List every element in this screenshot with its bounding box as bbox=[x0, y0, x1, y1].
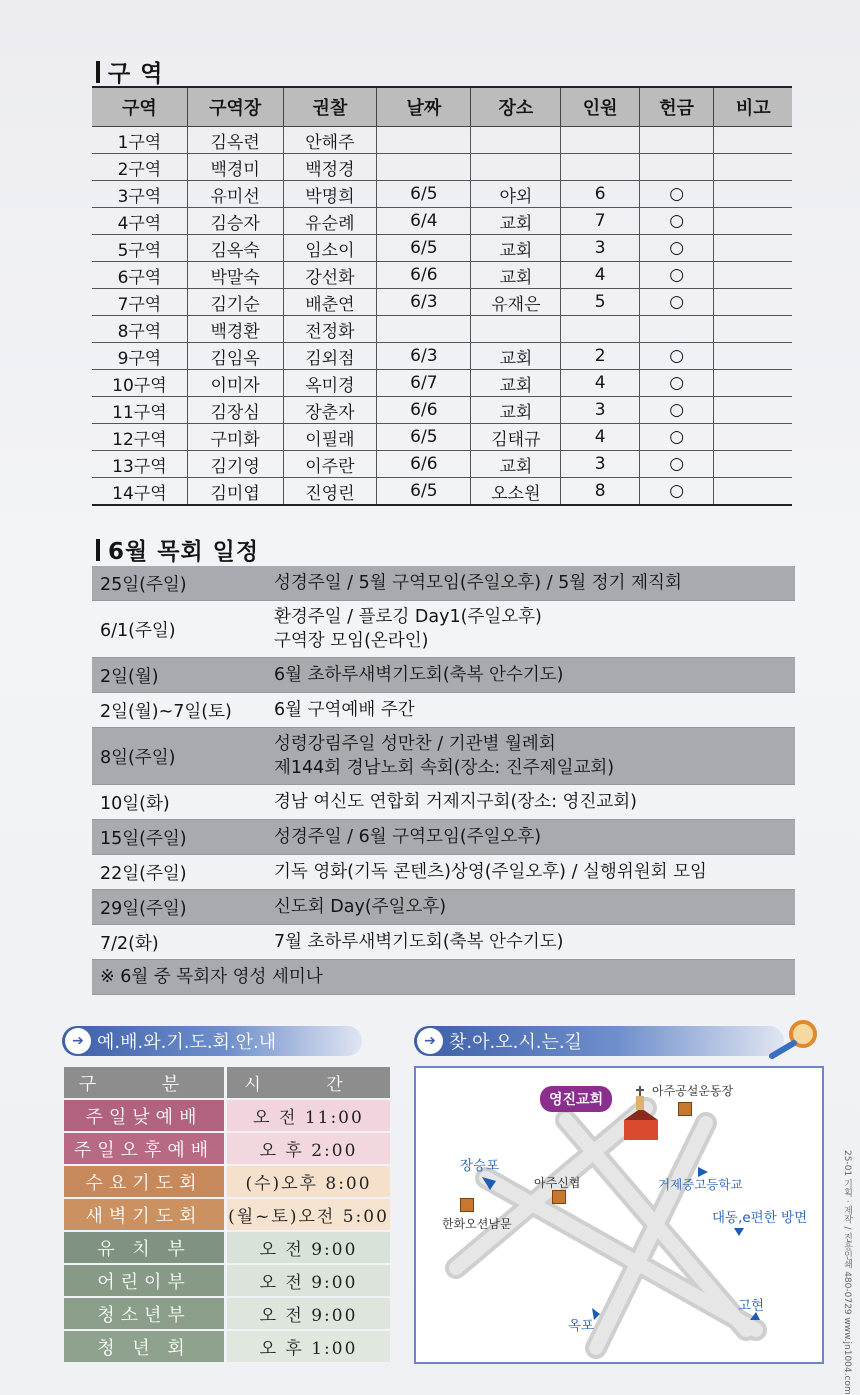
label-ajusinhyup: 아주신협 bbox=[534, 1176, 581, 1190]
header-place: 장소 bbox=[471, 87, 561, 127]
building-icon bbox=[678, 1102, 692, 1116]
schedule-date: 25일(주일) bbox=[100, 574, 187, 595]
district-row bbox=[92, 289, 792, 316]
label-gohyeon: 고현 bbox=[738, 1298, 765, 1314]
cell-date: 6/5 bbox=[377, 181, 471, 208]
cell-count: 6 bbox=[561, 181, 639, 208]
cell-place: 교회 bbox=[471, 397, 561, 424]
cell-count: 4 bbox=[561, 370, 639, 397]
cell-place bbox=[471, 127, 561, 154]
schedule-line: 제144회 경남노회 속회(장소: 진주제일교회) bbox=[274, 758, 615, 778]
cell-count: 7 bbox=[561, 208, 639, 235]
district-header-row bbox=[92, 87, 792, 127]
cell-offering: ○ bbox=[639, 235, 714, 262]
cell-district: 14구역 bbox=[92, 478, 187, 506]
magnifier-icon bbox=[766, 1016, 824, 1060]
cell-district: 13구역 bbox=[92, 451, 187, 478]
schedule-note: ※ 6월 중 목회자 영성 세미나 bbox=[100, 967, 323, 987]
worship-table bbox=[64, 1067, 390, 1364]
schedule-description bbox=[274, 856, 795, 888]
worship-time: 오 후 2:00 bbox=[226, 1132, 391, 1165]
cell-district: 10구역 bbox=[92, 370, 187, 397]
worship-panel-title: 예.배.와.기.도.회.안.내 bbox=[97, 1032, 277, 1053]
cell-place: 교회 bbox=[471, 262, 561, 289]
worship-name: 주일오후예배 bbox=[64, 1132, 226, 1165]
header-leader: 구역장 bbox=[187, 87, 283, 127]
cell-offering: ○ bbox=[639, 208, 714, 235]
schedule-list bbox=[92, 566, 795, 995]
worship-name: 새벽기도회 bbox=[64, 1198, 226, 1231]
cell-leader: 박말숙 bbox=[187, 262, 283, 289]
schedule-description bbox=[274, 601, 795, 657]
worship-row bbox=[64, 1297, 390, 1330]
cell-count: 4 bbox=[561, 262, 639, 289]
schedule-row bbox=[92, 855, 795, 890]
cell-count: 2 bbox=[561, 343, 639, 370]
worship-row bbox=[64, 1231, 390, 1264]
district-row bbox=[92, 154, 792, 181]
cell-date: 6/6 bbox=[377, 451, 471, 478]
schedule-date: 2일(월) bbox=[100, 666, 159, 687]
schedule-description bbox=[274, 567, 795, 599]
worship-header-name: 구 분 bbox=[64, 1067, 226, 1099]
schedule-description bbox=[274, 926, 795, 958]
cell-offering: ○ bbox=[639, 181, 714, 208]
schedule-line: 신도회 Day(주일오후) bbox=[274, 897, 447, 917]
cell-note bbox=[714, 289, 792, 316]
schedule-row bbox=[92, 693, 795, 728]
schedule-date: 10일(화) bbox=[100, 793, 170, 814]
cell-count bbox=[561, 154, 639, 181]
cell-place: 오소원 bbox=[471, 478, 561, 506]
cell-note bbox=[714, 181, 792, 208]
schedule-date: 2일(월)~7일(토) bbox=[100, 701, 232, 722]
schedule-line: 구역장 모임(온라인) bbox=[274, 631, 429, 651]
cell-note bbox=[714, 154, 792, 181]
schedule-line: 성령강림주일 성만찬 / 기관별 월례회 bbox=[274, 734, 556, 754]
label-okpo: 옥포 bbox=[568, 1318, 595, 1334]
cell-district: 8구역 bbox=[92, 316, 187, 343]
cell-offering: ○ bbox=[639, 424, 714, 451]
cell-date bbox=[377, 154, 471, 181]
district-row bbox=[92, 316, 792, 343]
cell-note bbox=[714, 235, 792, 262]
schedule-row bbox=[92, 890, 795, 925]
cell-place: 김태규 bbox=[471, 424, 561, 451]
cell-leader: 백경미 bbox=[187, 154, 283, 181]
header-offering: 헌금 bbox=[639, 87, 714, 127]
cell-count: 5 bbox=[561, 289, 639, 316]
schedule-description bbox=[274, 786, 795, 818]
cell-exhorter: 백정경 bbox=[283, 154, 377, 181]
cell-district: 1구역 bbox=[92, 127, 187, 154]
cell-note bbox=[714, 370, 792, 397]
side-caption: 25-01 기획 · 제작 / 진흥인쇄 480-0729 www.jn1004.com bbox=[842, 1150, 852, 1395]
worship-row bbox=[64, 1264, 390, 1297]
worship-row bbox=[64, 1330, 390, 1363]
cell-date: 6/5 bbox=[377, 424, 471, 451]
worship-time: 오 후 1:00 bbox=[226, 1330, 391, 1363]
schedule-description bbox=[274, 821, 795, 853]
cell-date: 6/3 bbox=[377, 289, 471, 316]
cell-place bbox=[471, 154, 561, 181]
cell-offering bbox=[639, 316, 714, 343]
worship-table-body bbox=[64, 1067, 390, 1363]
schedule-row bbox=[92, 785, 795, 820]
cell-district: 6구역 bbox=[92, 262, 187, 289]
cell-leader: 구미화 bbox=[187, 424, 283, 451]
schedule-line: 경남 여신도 연합회 거제지구회(장소: 영진교회) bbox=[274, 792, 637, 812]
cell-leader: 이미자 bbox=[187, 370, 283, 397]
cell-date: 6/6 bbox=[377, 397, 471, 424]
cell-exhorter: 옥미경 bbox=[283, 370, 377, 397]
worship-row bbox=[64, 1165, 390, 1198]
cell-exhorter: 강선화 bbox=[283, 262, 377, 289]
cell-offering: ○ bbox=[639, 262, 714, 289]
cell-date bbox=[377, 316, 471, 343]
cell-offering: ○ bbox=[639, 478, 714, 506]
cell-date bbox=[377, 127, 471, 154]
worship-time: 오 전 9:00 bbox=[226, 1231, 391, 1264]
dove-icon: ➔ bbox=[65, 1028, 91, 1054]
cell-note bbox=[714, 316, 792, 343]
cell-offering bbox=[639, 154, 714, 181]
cell-district: 4구역 bbox=[92, 208, 187, 235]
cell-place bbox=[471, 316, 561, 343]
schedule-line: 6월 초하루새벽기도회(축복 안수기도) bbox=[274, 665, 564, 685]
worship-name: 어린이부 bbox=[64, 1264, 226, 1297]
cell-note bbox=[714, 397, 792, 424]
schedule-line: 성경주일 / 5월 구역모임(주일오후) / 5월 정기 제직회 bbox=[274, 573, 682, 593]
label-daedong: 대동,e편한 방면 bbox=[712, 1210, 808, 1226]
schedule-description bbox=[274, 694, 795, 726]
district-row bbox=[92, 181, 792, 208]
cell-exhorter: 김외점 bbox=[283, 343, 377, 370]
cell-exhorter: 장춘자 bbox=[283, 397, 377, 424]
district-row bbox=[92, 127, 792, 154]
schedule-row bbox=[92, 728, 795, 785]
cell-count: 3 bbox=[561, 235, 639, 262]
schedule-row bbox=[92, 658, 795, 693]
schedule-line: 6월 구역예배 주간 bbox=[274, 700, 415, 720]
district-row bbox=[92, 370, 792, 397]
cell-leader: 백경환 bbox=[187, 316, 283, 343]
district-row bbox=[92, 397, 792, 424]
schedule-title-text: 6월 목회 일정 bbox=[108, 539, 260, 565]
cell-note bbox=[714, 127, 792, 154]
schedule-row bbox=[92, 601, 795, 658]
cell-count: 3 bbox=[561, 451, 639, 478]
worship-row bbox=[64, 1198, 390, 1231]
cell-count: 8 bbox=[561, 478, 639, 506]
header-district: 구역 bbox=[92, 87, 187, 127]
cell-exhorter: 안해주 bbox=[283, 127, 377, 154]
cell-count bbox=[561, 127, 639, 154]
district-row bbox=[92, 262, 792, 289]
district-title-text: 구 역 bbox=[108, 61, 164, 87]
header-exhorter: 권찰 bbox=[283, 87, 377, 127]
cell-date: 6/5 bbox=[377, 478, 471, 506]
worship-time: 오 전 9:00 bbox=[226, 1264, 391, 1297]
cell-district: 9구역 bbox=[92, 343, 187, 370]
cell-exhorter: 박명희 bbox=[283, 181, 377, 208]
cell-offering: ○ bbox=[639, 451, 714, 478]
cell-date: 6/5 bbox=[377, 235, 471, 262]
cell-place: 교회 bbox=[471, 370, 561, 397]
district-row bbox=[92, 208, 792, 235]
header-count: 인원 bbox=[561, 87, 639, 127]
cell-district: 2구역 bbox=[92, 154, 187, 181]
schedule-row bbox=[92, 566, 795, 601]
schedule-description bbox=[274, 659, 795, 691]
header-date: 날짜 bbox=[377, 87, 471, 127]
cell-offering: ○ bbox=[639, 397, 714, 424]
cell-district: 12구역 bbox=[92, 424, 187, 451]
schedule-date: 15일(주일) bbox=[100, 828, 187, 849]
schedule-rows bbox=[92, 566, 795, 960]
header-note: 비고 bbox=[714, 87, 792, 127]
cell-leader: 김승자 bbox=[187, 208, 283, 235]
cell-exhorter: 이주란 bbox=[283, 451, 377, 478]
worship-name: 청소년부 bbox=[64, 1297, 226, 1330]
district-table-body bbox=[92, 127, 792, 506]
worship-row bbox=[64, 1132, 390, 1165]
cell-district: 3구역 bbox=[92, 181, 187, 208]
cell-leader: 김옥련 bbox=[187, 127, 283, 154]
cell-note bbox=[714, 478, 792, 506]
building-icon bbox=[460, 1198, 474, 1212]
schedule-line: 성경주일 / 6월 구역모임(주일오후) bbox=[274, 827, 542, 847]
cell-exhorter: 유순례 bbox=[283, 208, 377, 235]
worship-name: 수요기도회 bbox=[64, 1165, 226, 1198]
cell-note bbox=[714, 451, 792, 478]
cell-district: 7구역 bbox=[92, 289, 187, 316]
cell-offering: ○ bbox=[639, 343, 714, 370]
district-row bbox=[92, 424, 792, 451]
cell-date: 6/7 bbox=[377, 370, 471, 397]
schedule-section-title bbox=[96, 533, 259, 566]
cell-leader: 김미엽 bbox=[187, 478, 283, 506]
cell-place: 교회 bbox=[471, 343, 561, 370]
cell-leader: 김옥숙 bbox=[187, 235, 283, 262]
label-jangseungpo: 장승포 bbox=[460, 1158, 500, 1174]
title-bar bbox=[96, 539, 100, 561]
cell-place: 야외 bbox=[471, 181, 561, 208]
worship-name: 청 년 회 bbox=[64, 1330, 226, 1363]
schedule-line: 7월 초하루새벽기도회(축복 안수기도) bbox=[274, 932, 564, 952]
district-row bbox=[92, 451, 792, 478]
schedule-date: 8일(주일) bbox=[100, 747, 176, 768]
schedule-line: 환경주일 / 플로깅 Day1(주일오후) bbox=[274, 607, 542, 627]
schedule-date: 6/1(주일) bbox=[100, 620, 176, 641]
worship-row bbox=[64, 1099, 390, 1132]
worship-time: (월~토)오전 5:00 bbox=[226, 1198, 391, 1231]
worship-time: 오 전 9:00 bbox=[226, 1297, 391, 1330]
label-stadium: 아주공설운동장 bbox=[652, 1084, 734, 1098]
cell-exhorter: 이필래 bbox=[283, 424, 377, 451]
worship-name: 주일낮예배 bbox=[64, 1099, 226, 1132]
cell-count: 3 bbox=[561, 397, 639, 424]
cell-count: 4 bbox=[561, 424, 639, 451]
schedule-description bbox=[274, 891, 795, 923]
cell-leader: 김임옥 bbox=[187, 343, 283, 370]
district-table bbox=[92, 86, 792, 506]
cell-leader: 김장심 bbox=[187, 397, 283, 424]
district-row bbox=[92, 478, 792, 506]
cell-note bbox=[714, 262, 792, 289]
cell-date: 6/4 bbox=[377, 208, 471, 235]
schedule-line: 기독 영화(기독 콘텐츠)상영(주일오후) / 실행위원회 모임 bbox=[274, 862, 707, 882]
cell-exhorter: 배춘연 bbox=[283, 289, 377, 316]
map-panel-header bbox=[414, 1026, 784, 1056]
schedule-row bbox=[92, 925, 795, 960]
schedule-date: 7/2(화) bbox=[100, 933, 159, 954]
cell-offering: ○ bbox=[639, 370, 714, 397]
worship-header-row bbox=[64, 1067, 390, 1099]
cell-date: 6/6 bbox=[377, 262, 471, 289]
cell-note bbox=[714, 424, 792, 451]
map-panel-title: 찾.아.오.시.는.길 bbox=[449, 1032, 582, 1053]
worship-name: 유 치 부 bbox=[64, 1231, 226, 1264]
cell-exhorter: 임소이 bbox=[283, 235, 377, 262]
cell-offering bbox=[639, 127, 714, 154]
title-bar bbox=[96, 61, 100, 83]
cell-note bbox=[714, 208, 792, 235]
schedule-description bbox=[274, 728, 795, 784]
cell-exhorter: 진영린 bbox=[283, 478, 377, 506]
district-row bbox=[92, 235, 792, 262]
cell-district: 5구역 bbox=[92, 235, 187, 262]
cell-leader: 김기순 bbox=[187, 289, 283, 316]
cell-place: 유재은 bbox=[471, 289, 561, 316]
worship-header-time: 시 간 bbox=[226, 1067, 391, 1099]
map-box[interactable] bbox=[414, 1066, 824, 1364]
cell-leader: 김기영 bbox=[187, 451, 283, 478]
district-row bbox=[92, 343, 792, 370]
schedule-date: 22일(주일) bbox=[100, 863, 187, 884]
church-badge: 영진교회 bbox=[540, 1086, 612, 1112]
cell-district: 11구역 bbox=[92, 397, 187, 424]
schedule-date: 29일(주일) bbox=[100, 898, 187, 919]
dove-icon: ➔ bbox=[417, 1028, 443, 1054]
building-icon bbox=[552, 1190, 566, 1204]
schedule-note-row bbox=[92, 960, 795, 995]
district-section-title bbox=[96, 55, 163, 88]
worship-time: (수)오후 8:00 bbox=[226, 1165, 391, 1198]
cell-place: 교회 bbox=[471, 451, 561, 478]
cell-leader: 유미선 bbox=[187, 181, 283, 208]
cell-note bbox=[714, 343, 792, 370]
cell-exhorter: 전정화 bbox=[283, 316, 377, 343]
cell-place: 교회 bbox=[471, 235, 561, 262]
worship-panel-header bbox=[62, 1026, 362, 1056]
cell-count bbox=[561, 316, 639, 343]
label-hanhwa: 한화오션남문 bbox=[442, 1217, 512, 1231]
cell-date: 6/3 bbox=[377, 343, 471, 370]
worship-time: 오 전 11:00 bbox=[226, 1099, 391, 1132]
cell-offering: ○ bbox=[639, 289, 714, 316]
schedule-row bbox=[92, 820, 795, 855]
label-school: 거제중고등학교 bbox=[658, 1177, 743, 1192]
cell-place: 교회 bbox=[471, 208, 561, 235]
